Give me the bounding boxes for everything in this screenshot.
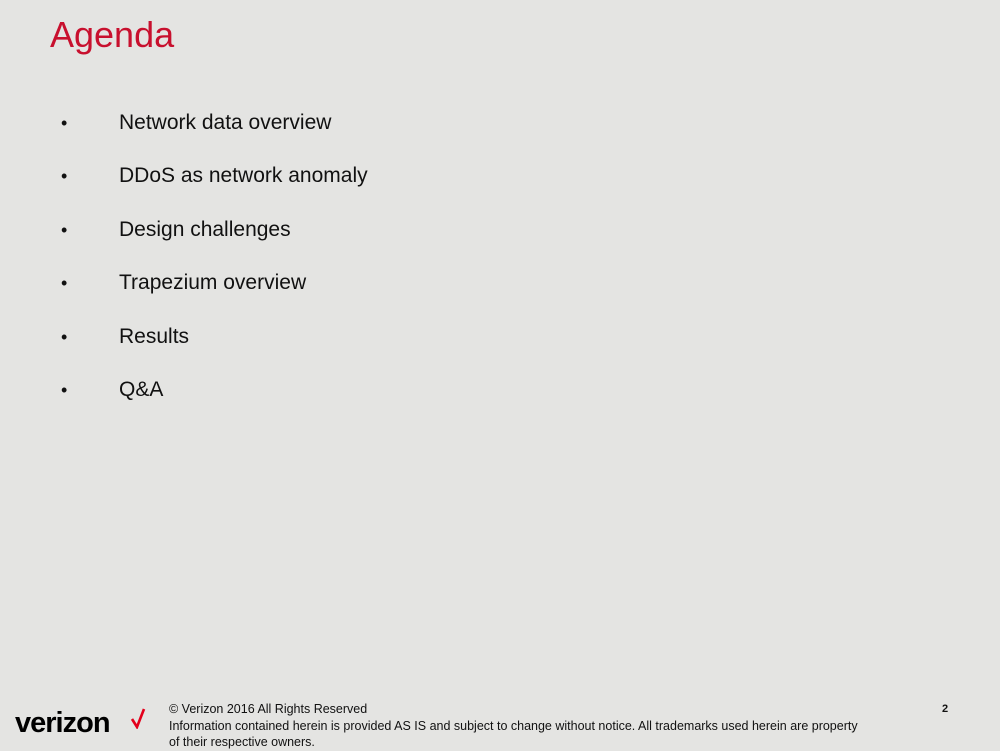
agenda-item-label: Results [119,324,190,348]
agenda-item-label: Q&A [119,377,164,401]
disclaimer-text: Information contained herein is provided AS IS and subject to change without notice. All trademarks used herein are property [169,718,858,733]
disclaimer-text-continued: of their respective owners. [169,735,315,749]
logo-wordmark: verizon [15,707,110,739]
footer-legal [169,701,949,751]
agenda-item-label: Trapezium overview [119,271,307,295]
agenda-item-label: Network data overview [119,111,332,134]
bullet-icon: • [61,219,68,240]
copyright-text: © Verizon 2016 All Rights Reserved [169,702,368,716]
agenda-item-label: Design challenges [119,217,291,241]
checkmark-icon [130,707,146,729]
bullet-icon: • [61,379,68,400]
verizon-logo [15,703,150,743]
page-number: 2 [942,703,949,715]
bullet-icon: • [61,326,68,347]
bullet-icon: • [61,113,68,133]
slide-title: Agenda [50,14,175,55]
agenda-item-label: DDoS as network anomaly [119,164,368,188]
bullet-icon: • [61,273,68,294]
bullet-icon: • [61,166,68,187]
